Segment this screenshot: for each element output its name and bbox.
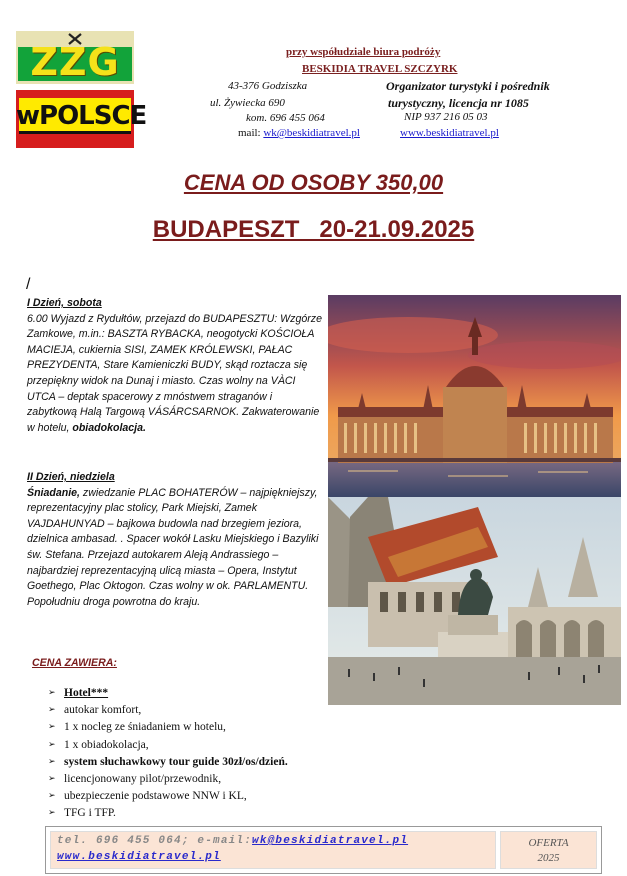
list-item: ➢ 1 x nocleg ze śniadaniem w hotelu,	[48, 719, 288, 736]
list-item: ➢ autokar komfort,	[48, 702, 288, 719]
arrow-bullet-icon: ➢	[48, 722, 56, 733]
list-item: ➢ Hotel***	[48, 685, 288, 702]
list-item: ➢ licencjonowany pilot/przewodnik,	[48, 771, 288, 788]
price-title: CENA OD OSOBY 350,00	[183, 170, 444, 195]
includes-heading: CENA ZAWIERA:	[32, 657, 117, 669]
agency-name: BESKIDIA TRAVEL SZCZYRK	[302, 63, 458, 75]
day1-text-bold: obiadokolacja.	[72, 421, 146, 434]
arrow-bullet-icon: ➢	[48, 739, 56, 750]
agency-www-row	[400, 127, 499, 139]
organizer-line2: turystyczny, licencja nr 1085	[388, 96, 529, 110]
agency-mail-row	[238, 127, 360, 139]
footer-www-link[interactable]: www.beskidiatravel.pl	[57, 851, 221, 863]
footer-mail-link[interactable]: wk@beskidiatravel.pl	[252, 835, 409, 847]
wpolsce-logo	[16, 90, 147, 148]
wpolsce-logo-text: wPOLSCE	[16, 101, 147, 131]
stray-slash: /	[26, 276, 31, 293]
list-item: ➢ TFG i TFP.	[48, 805, 288, 822]
arrow-bullet-icon: ➢	[48, 688, 56, 698]
arrow-bullet-icon: ➢	[48, 808, 56, 819]
agency-mail-link[interactable]: wk@beskidiatravel.pl	[263, 127, 360, 139]
organizer-line1: Organizator turystyki i pośrednik	[386, 79, 550, 93]
day2-section	[27, 470, 322, 610]
list-item: ➢ 1 x obiadokolacja,	[48, 737, 288, 754]
day1-text: 6.00 Wyjazd z Rydułtów, przejazd do BUDAPESZTU: Wzgórze Zamkowe, m.in.: BASZTA RYBACKA, neogotycki KOŚCIOŁA MACIEJA, cukiernia SISI, ZAMEK KRÓLEWSKI, PAŁAC PREZYDENTA, Stare Kamieniczki BUDY, skąd roztacza się przepiękny widok na Dunaj i miasto. Czas wolny na VÀCI UTCA – deptak spacerowy z mnóstwem straganów i zabytkową Halą Targową VÁSÁRCSARNOK. Zakwaterowanie w hotelu,	[27, 312, 322, 434]
footer-phone: tel. 696 455 064; e-mail:	[57, 835, 253, 847]
agency-street: ul. Żywiecka 690	[210, 97, 285, 109]
offer-label: OFERTA	[528, 837, 569, 849]
footer-contact	[50, 831, 496, 869]
fishermans-bastion-photo	[328, 497, 621, 705]
destination-title: BUDAPESZT 20-21.09.2025	[152, 216, 475, 243]
arrow-bullet-icon: ➢	[48, 773, 56, 784]
day2-text: zwiedzanie PLAC BOHATERÓW – najpiękniejszy, reprezentacyjny plac stolicy, Park Miejski, Zamek VAJDAHUNYAD – bajkowa budowla nad brzegiem jeziora, dzielnica ambasad. . Spacer wokół Lasku Miejskiego i Bazyliki św. Stefana. Przejazd autokarem Aleją Andrassiego – najbardziej reprezentacyjną ulicą miasta – Opera, Instytut Goethego, Plac Oktogon. Czas wolny w ok. PARLAMENTU. Popołudniu droga powrotna do kraju.	[27, 486, 319, 608]
footer-offer	[500, 831, 597, 869]
parliament-photo	[328, 295, 621, 497]
agency-phone: kom. 696 455 064	[246, 112, 325, 124]
list-item: ➢ ubezpieczenie podstawowe NNW i KL,	[48, 788, 288, 805]
arrow-bullet-icon: ➢	[48, 756, 56, 767]
agency-nip: NIP 937 216 05 03	[404, 111, 488, 123]
zzg-logo-text: ZZG	[30, 40, 120, 84]
agency-intro: przy współudziale biura podróży	[286, 46, 441, 58]
footer-box	[45, 826, 602, 874]
day2-title: II Dzień, niedziela	[27, 471, 115, 483]
arrow-bullet-icon: ➢	[48, 791, 56, 802]
day2-text-bold: Śniadanie,	[27, 486, 80, 499]
day1-title: I Dzień, sobota	[27, 297, 102, 309]
day1-section	[27, 296, 322, 436]
arrow-bullet-icon: ➢	[48, 705, 56, 716]
zzg-logo	[16, 31, 134, 84]
offer-year: 2025	[537, 852, 560, 864]
list-item: ➢ system słuchawkowy tour guide 30zł/os/dzień.	[48, 754, 288, 771]
agency-postal: 43-376 Godziszka	[228, 80, 308, 92]
agency-www-link[interactable]: www.beskidiatravel.pl	[400, 127, 499, 139]
mail-label: mail:	[238, 127, 261, 139]
includes-list	[48, 685, 288, 823]
